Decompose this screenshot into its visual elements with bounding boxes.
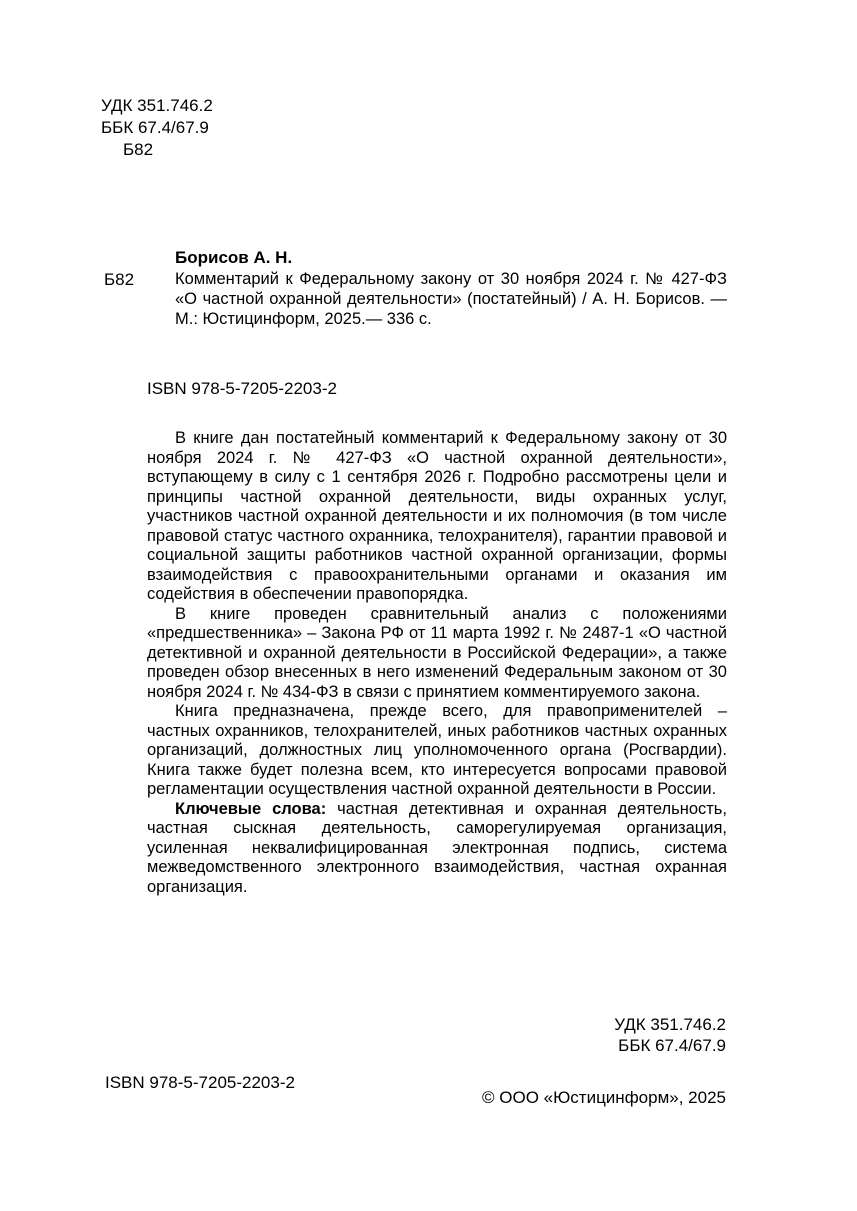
bibliographic-description: Комментарий к Федеральному закону от 30 ноября 2024 г. № 427-ФЗ «О частной охранной деятельности» (постатейный) / А. Н. Борисов. — М.: Юстицинформ, 2025.— 336 с.: [175, 270, 727, 328]
bottom-isbn: ISBN 978-5-7205-2203-2: [105, 1073, 295, 1092]
abstract-paragraph-1: В книге дан постатейный комментарий к Федеральному закону от 30 ноября 2024 г. № 427-ФЗ «О частной охранной деятельности», вступающему в силу с 1 сентября 2026 г. Подробно рассмотрены цели и принципы частной охранной деятельности, виды охранных услуг, участников частной охранной деятельности и их полномочия (в том числе правовой статус частного охранника, телохранителя), гарантии правовой и социальной защиты работников частной охранной организации, формы взаимодействия с правоохранительными органами и оказания им содействия в обеспечении правопорядка.: [147, 429, 727, 603]
bbk-code: ББК 67.4/67.9: [101, 118, 209, 137]
keywords-paragraph: [147, 800, 727, 898]
abstract: [147, 429, 727, 897]
record-author-sign: Б82: [104, 270, 135, 289]
bottom-udk-code: УДК 351.746.2: [614, 1015, 726, 1034]
isbn: ISBN 978-5-7205-2203-2: [147, 379, 337, 398]
copyright-notice: © ООО «Юстицинформ», 2025: [482, 1088, 726, 1107]
abstract-paragraph-2: В книге проведен сравнительный анализ с положениями «предшественника» – Закона РФ от 11 марта 1992 г. № 2487-1 «О частной детективной и охранной деятельности в Российской Федерации», а также проведен обзор внесенных в него изменений Федеральным законом от 30 ноября 2024 г. № 434-ФЗ в связи с принятием комментируемого закона.: [147, 604, 727, 701]
author-name: Борисов А. Н.: [175, 248, 293, 267]
top-classification-codes: [101, 95, 213, 161]
abstract-paragraph-3: Книга предназначена, прежде всего, для правоприменителей – частных охранников, телохранителей, иных работников частных охранных организаций, должностных лиц уполномоченного органа (Росгвардии). Книга также будет полезна всем, кто интересуется вопросами правовой регламентации осуществления частной охранной деятельности в России.: [147, 702, 727, 798]
keywords-text: частная детективная и охранная деятельность, частная сыскная деятельность, саморегулируемая организация, усиленная неквалифицированная электронная подпись, система межведомственного электронного взаимодействия, частная охранная организация.: [147, 799, 727, 896]
bottom-bbk-code: ББК 67.4/67.9: [618, 1036, 726, 1055]
udk-code: УДК 351.746.2: [101, 96, 213, 115]
keywords-label: Ключевые слова:: [175, 799, 327, 818]
author-sign: Б82: [123, 140, 154, 159]
bottom-classification-codes: [614, 1014, 726, 1056]
